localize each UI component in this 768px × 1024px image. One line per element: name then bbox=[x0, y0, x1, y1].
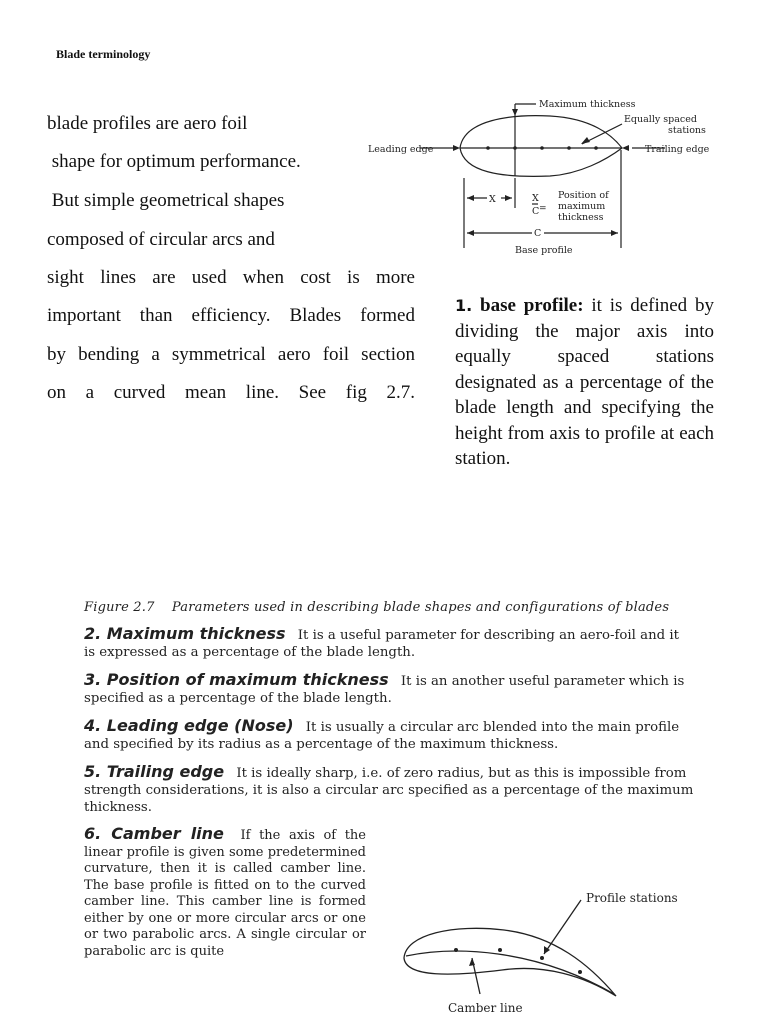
label-trailing-edge: Trailing edge bbox=[645, 144, 710, 155]
label-x-over-c-denominator: C bbox=[532, 206, 540, 217]
camber-paragraph bbox=[84, 826, 366, 960]
term-title: 4. Leading edge (Nose) bbox=[84, 716, 294, 735]
term-position-max-thickness bbox=[84, 671, 694, 707]
term-title: base profile: bbox=[480, 295, 584, 316]
term-leading-edge bbox=[84, 717, 694, 753]
base-profile-definition bbox=[455, 293, 714, 472]
label-camber-line: Camber line bbox=[448, 1001, 523, 1015]
page-heading: Blade terminology bbox=[56, 47, 151, 61]
intro-line: sight lines are used when cost is more bbox=[47, 267, 415, 288]
camber-line bbox=[406, 951, 614, 994]
label-c: C bbox=[534, 228, 542, 239]
term-text: If the axis of the linear profile is given some predetermined curvature, then it is called camber line. The base profile is fitted on to the curved camber line. This camber line is formed either by one or more circular arcs or one or two parabolic arcs. A single circular or parabolic arc is quite bbox=[84, 828, 366, 959]
label-equally-spaced: Equally spaced bbox=[624, 114, 697, 125]
cambered-airfoil-outline bbox=[404, 928, 616, 996]
label-maximum: maximum bbox=[558, 201, 606, 212]
term-text: it is defined by dividing the major axis into equally spaced stations designated as a percentage of the blade length and specifying the height from axis to profile at each station. bbox=[455, 295, 714, 469]
scanned-textbook-page bbox=[84, 600, 694, 1015]
intro-line: on a curved mean line. See fig 2.7. bbox=[47, 382, 415, 403]
term-text: It is an another useful parameter which is specified as a percentage of the blade length. bbox=[84, 674, 685, 706]
figure-caption: Figure 2.7 Parameters used in describing blade shapes and configurations of blades bbox=[84, 600, 670, 615]
base-profile-diagram bbox=[360, 90, 720, 260]
label-x: X bbox=[489, 194, 496, 205]
term-number: 1. bbox=[455, 296, 473, 315]
term-max-thickness bbox=[84, 625, 694, 661]
term-text: It is usually a circular arc blended into the main profile and specified by its radius as a percentage of the maximum thickness. bbox=[84, 720, 680, 752]
svg-text:=: = bbox=[539, 204, 547, 214]
intro-line: shape for optimum performance. bbox=[47, 151, 301, 172]
term-text: It is ideally sharp, i.e. of zero radius, but as this is impossible from strength considerations, it is also a circular arc specified as a percentage of the maximum thickness. bbox=[84, 766, 694, 815]
camber-line-diagram bbox=[384, 846, 704, 1016]
term-title: 2. Maximum thickness bbox=[84, 624, 286, 643]
term-camber-line bbox=[84, 824, 694, 1015]
label-thickness: thickness bbox=[558, 212, 604, 223]
intro-line: by bending a symmetrical aero foil section bbox=[47, 344, 415, 365]
camber-line-figure bbox=[384, 846, 704, 1016]
term-title: 3. Position of maximum thickness bbox=[84, 670, 389, 689]
intro-line: blade profiles are aero foil bbox=[47, 113, 248, 134]
intro-line: But simple geometrical shapes bbox=[47, 190, 285, 211]
term-title: 6. Camber line bbox=[84, 824, 224, 843]
label-x-over-c-numerator: X bbox=[532, 193, 539, 204]
airfoil-outline bbox=[460, 116, 622, 177]
label-leading-edge: Leading edge bbox=[368, 144, 434, 155]
figure-caption-base-profile: Base profile bbox=[515, 245, 573, 256]
label-position-of: Position of bbox=[558, 190, 609, 201]
label-max-thickness: Maximum thickness bbox=[539, 99, 636, 110]
label-stations: stations bbox=[668, 125, 706, 136]
intro-line: important than efficiency. Blades formed bbox=[47, 305, 415, 326]
label-profile-stations: Profile stations bbox=[586, 891, 678, 905]
base-profile-figure bbox=[360, 90, 720, 260]
term-trailing-edge bbox=[84, 763, 694, 816]
intro-line: composed of circular arcs and bbox=[47, 229, 275, 250]
term-title: 5. Trailing edge bbox=[84, 762, 225, 781]
term-text: It is a useful parameter for describing an aero-foil and it is expressed as a percentage of the blade length. bbox=[84, 628, 679, 660]
